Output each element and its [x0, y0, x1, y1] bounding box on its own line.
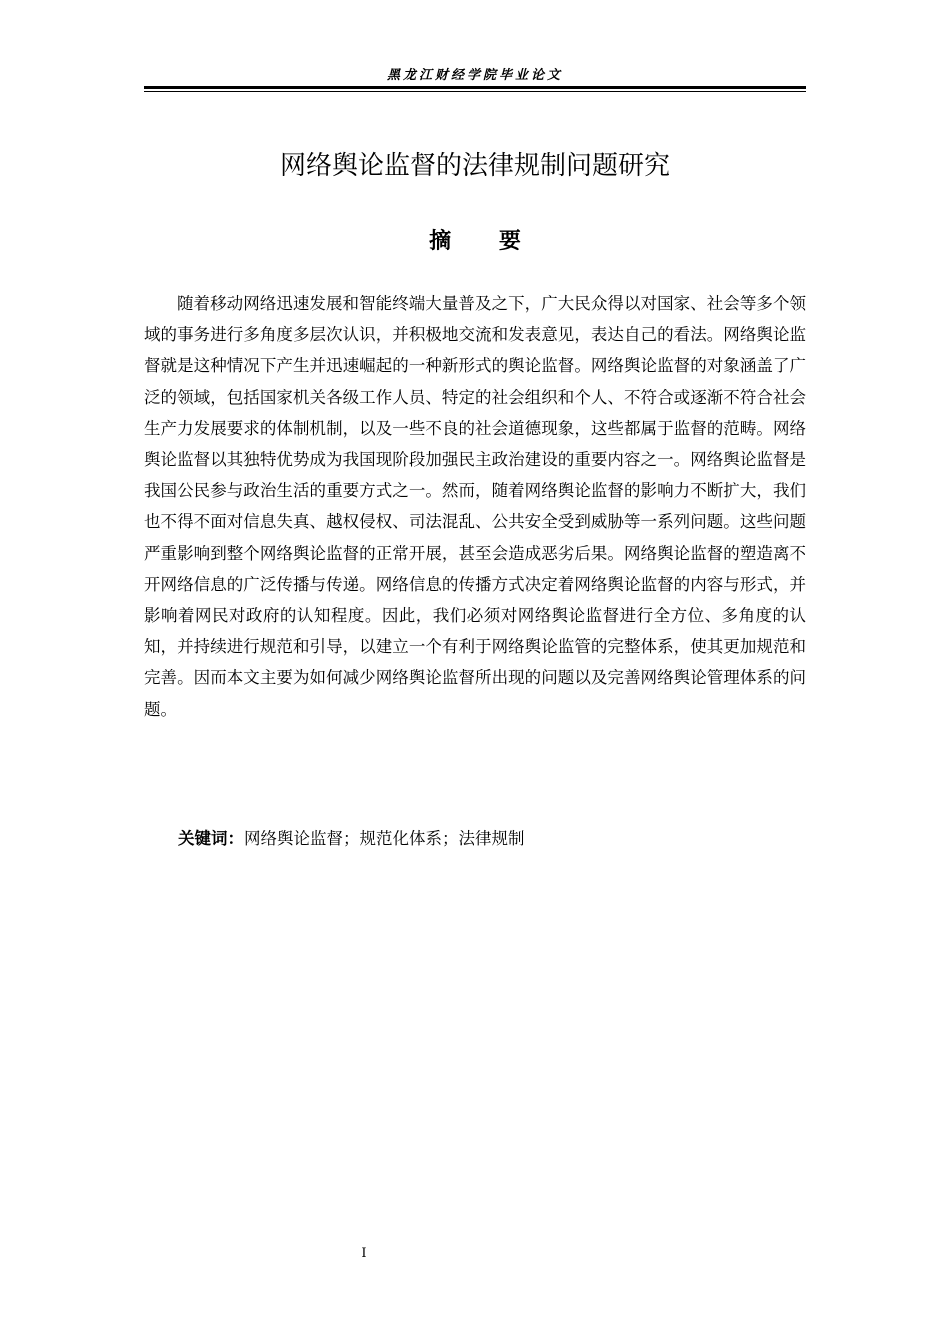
abstract-body: 随着移动网络迅速发展和智能终端大量普及之下，广大民众得以对国家、社会等多个领域的事务进行多角度多层次认识，并积极地交流和发表意见，表达自己的看法。网络舆论监督就是这种情况下产生并迅速崛起的一种新形式的舆论监督。网络舆论监督的对象涵盖了广泛的领域，包括国家机关各级工作人员、特定的社会组织和个人、不符合或逐渐不符合社会生产力发展要求的体制机制，以及一些不良的社会道德现象，这些都属于监督的范畴。网络舆论监督以其独特优势成为我国现阶段加强民主政治建设的重要内容之一。网络舆论监督是我国公民参与政治生活的重要方式之一。然而，随着网络舆论监督的影响力不断扩大，我们也不得不面对信息失真、越权侵权、司法混乱、公共安全受到威胁等一系列问题。这些问题严重影响到整个网络舆论监督的正常开展，甚至会造成恶劣后果。网络舆论监督的塑造离不开网络信息的广泛传播与传递。网络信息的传播方式决定着网络舆论监督的内容与形式，并影响着网民对政府的认知程度。因此，我们必须对网络舆论监督进行全方位、多角度的认知，并持续进行规范和引导，以建立一个有利于网络舆论监管的完整体系，使其更加规范和完善。因而本文主要为如何减少网络舆论监督所出现的问题以及完善网络舆论管理体系的问题。 — [144, 294, 806, 719]
keywords-line — [178, 823, 798, 854]
abstract-heading: 摘 要 — [429, 229, 541, 254]
header-rule-thick — [144, 86, 806, 89]
keywords-label: 关键词： — [178, 829, 244, 848]
running-header: 黑龙江财经学院毕业论文 — [386, 68, 563, 83]
page-number: I — [361, 1246, 367, 1261]
header-rule-thin — [144, 91, 806, 92]
paper-title: 网络舆论监督的法律规制问题研究 — [279, 151, 670, 181]
keywords-value: 网络舆论监督；规范化体系；法律规制 — [244, 829, 525, 848]
